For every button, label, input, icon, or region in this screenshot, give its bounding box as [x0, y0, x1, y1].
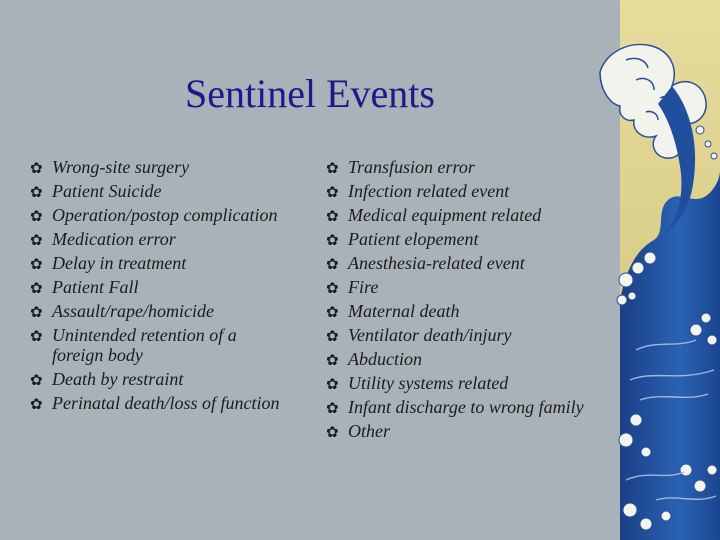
list-item	[326, 278, 596, 298]
list-item	[30, 206, 280, 226]
list-item	[326, 422, 596, 442]
bullet-icon: ✿	[326, 375, 339, 393]
bullet-icon: ✿	[30, 207, 43, 225]
list-item	[326, 206, 596, 226]
list-item-text: Medication error	[52, 229, 176, 249]
left-bullet-list	[30, 158, 280, 418]
bullet-icon: ✿	[30, 231, 43, 249]
wave-illustration-icon	[596, 0, 720, 540]
list-item-text: Utility systems related	[348, 373, 509, 393]
bullet-icon: ✿	[326, 351, 339, 369]
list-item	[30, 182, 280, 202]
list-item-text: Patient Suicide	[52, 181, 162, 201]
list-item	[326, 158, 596, 178]
bullet-icon: ✿	[326, 255, 339, 273]
bullet-icon: ✿	[30, 183, 43, 201]
bullet-icon: ✿	[326, 183, 339, 201]
bullet-icon: ✿	[326, 423, 339, 441]
list-item	[326, 254, 596, 274]
bullet-icon: ✿	[326, 303, 339, 321]
bullet-icon: ✿	[326, 279, 339, 297]
list-item	[30, 230, 280, 250]
list-item-text: Operation/postop complication	[52, 205, 278, 225]
list-item-text: Patient Fall	[52, 277, 139, 297]
bullet-icon: ✿	[326, 399, 339, 417]
list-item-text: Anesthesia-related event	[348, 253, 525, 273]
bullet-icon: ✿	[326, 159, 339, 177]
list-item	[326, 350, 596, 370]
list-item-text: Perinatal death/loss of function	[52, 392, 280, 413]
list-item-text: Transfusion error	[348, 157, 475, 177]
list-item	[326, 398, 596, 418]
list-item	[326, 326, 596, 346]
list-item	[326, 374, 596, 394]
list-item	[30, 278, 280, 298]
list-item	[30, 302, 280, 322]
list-item	[326, 302, 596, 322]
list-item-text: Other	[348, 421, 390, 441]
list-item-text: Infant discharge to wrong family	[348, 397, 584, 417]
list-item-text: Wrong-site surgery	[52, 157, 190, 177]
list-item-text: Maternal death	[348, 301, 460, 321]
bullet-icon: ✿	[30, 279, 43, 297]
bullet-icon: ✿	[326, 207, 339, 225]
bullet-icon: ✿	[30, 255, 43, 273]
list-item-text: Ventilator death/injury	[348, 325, 512, 345]
list-item	[30, 394, 280, 414]
list-item-text: Death by restraint	[52, 368, 184, 389]
list-item	[30, 370, 280, 390]
right-bullet-list	[326, 158, 596, 446]
bullet-icon: ✿	[326, 327, 339, 345]
bullet-icon: ✿	[326, 231, 339, 249]
bullet-icon: ✿	[30, 327, 43, 345]
list-item-text: Delay in treatment	[52, 253, 187, 273]
list-item	[326, 230, 596, 250]
bullet-icon: ✿	[30, 370, 43, 389]
list-item-text: Assault/rape/homicide	[52, 301, 214, 321]
bullet-icon: ✿	[30, 303, 43, 321]
list-item-text: Infection related event	[348, 181, 510, 201]
list-item	[326, 182, 596, 202]
bullet-icon: ✿	[30, 159, 43, 177]
list-item	[30, 254, 280, 274]
list-item-text: Fire	[348, 277, 379, 297]
list-item	[30, 158, 280, 178]
list-item-text: Unintended retention of a foreign body	[52, 325, 237, 365]
list-item-text: Patient elopement	[348, 229, 479, 249]
list-item-text: Abduction	[348, 349, 422, 369]
list-item	[30, 326, 280, 365]
slide-title: Sentinel Events	[185, 71, 435, 116]
list-item-text: Medical equipment related	[348, 205, 542, 225]
bullet-icon: ✿	[30, 394, 43, 413]
